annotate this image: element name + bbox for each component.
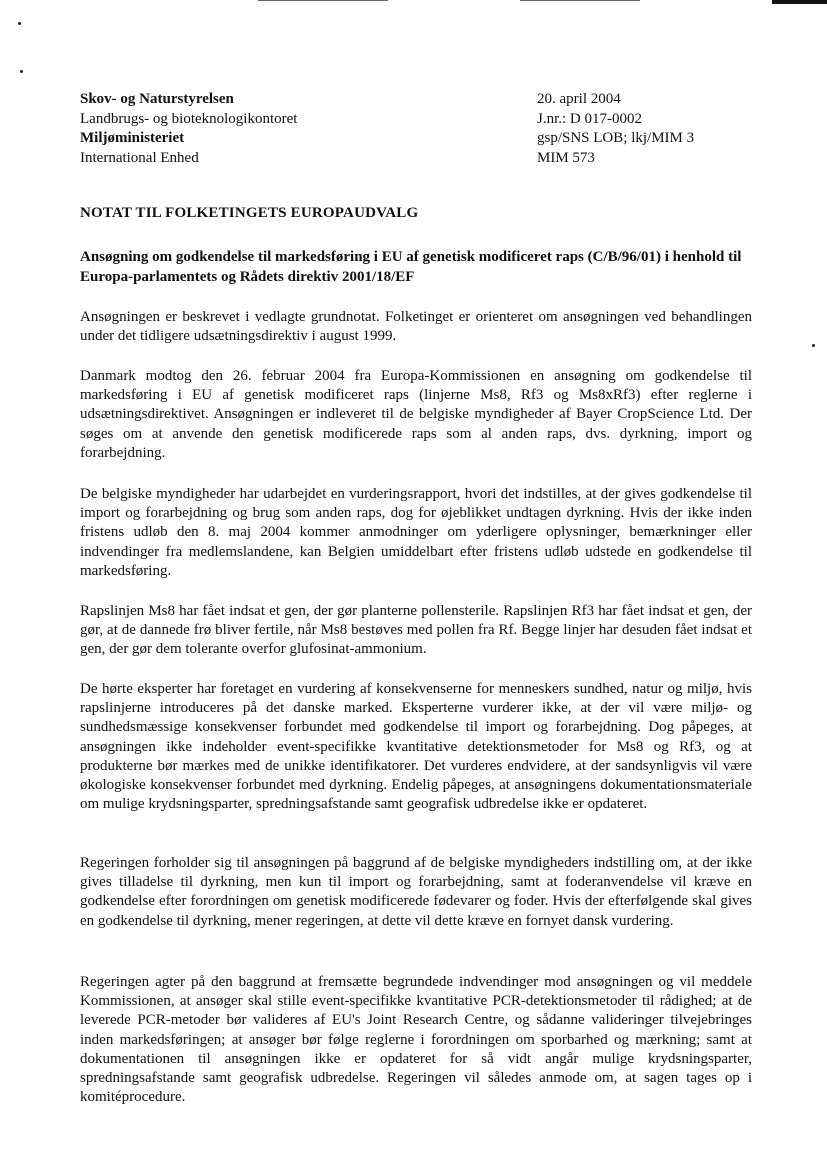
org-name: Skov- og Naturstyrelsen — [80, 91, 234, 107]
body-paragraph: Regeringen forholder sig til ansøgningen på baggrund af de belgiske myndigheders indstilling om, at der ikke gives tilladelse til dyrkning, men kun til import og forarbejdning, samt at foderanvendelse vil kræve en godkendelse efter forordningen om genetisk modificerede fødevarer og foder. Hvis der efterfølgende skal gives en godkendelse til dyrkning, mener regeringen, at dette vil dette kræve en fornyet dansk vurdering. — [80, 855, 752, 929]
scan-edge-artifact — [0, 0, 827, 6]
body-paragraph: De hørte eksperter har foretaget en vurdering af konsekvenserne for menneskers sundhed, natur og miljø, hvis rapslinjerne introduceres på det danske marked. Eksperterne vurderer ikke, at der vil være miljø- og sundhedsmæssige konsekvenser forbundet med godkendelse til import og forarbejdning. Dog påpeges, at ansøgningen ikke indeholder event-specifikke kvantitative detektionsmetoder for Ms8 og Rf3, og at produkterne bør mærkes med de unikke identifikatorer. Det vurderes endvidere, at der sandsynligvis vil være økologiske konsekvenser forbundet med dyrkning. Endelig påpeges, at ansøgningens dokumentationsmateriale om mulige krydsningsparter, spredningsafstande samt geografisk udbredelse ikke er opdateret. — [80, 681, 752, 813]
sender-block — [80, 90, 297, 168]
subject-heading: Ansøgning om godkendelse til markedsføring i EU af genetisk modificeret raps (C/B/96/01) i henhold til Europa-parlamentets og Rådets direktiv 2001/18/EF — [80, 249, 742, 285]
scan-speck — [812, 344, 815, 347]
scan-speck — [20, 70, 23, 73]
ministry-name: Miljøministeriet — [80, 130, 185, 146]
scan-speck — [18, 22, 21, 25]
journal-number: J.nr.: D 017-0002 — [537, 110, 642, 127]
document-date: 20. april 2004 — [537, 91, 621, 107]
body-paragraph: Rapslinjen Ms8 har fået indsat et gen, der gør planterne pollensterile. Rapslinjen Rf3 har fået indsat et gen, der gør, at de dannede frø bliver fertile, når Ms8 bestøves med pollen fra Rf. Begge linjer har desuden fået indsat et gen, der gør dem tolerante overfor glufosinat-ammonium. — [80, 603, 752, 658]
body-paragraph: De belgiske myndigheder har udarbejdet en vurderingsrapport, hvori det indstilles, at der gives godkendelse til import og forarbejdning og brug som anden raps, dog for øjeblikket undtagen dyrkning. Hvis der ikke inden fristens udløb den 8. maj 2004 kommer anmodninger om yderligere oplysninger, bemærkninger eller indvendinger fra medlemslandene, kan Belgien umiddelbart efter fristens udløb udstede en godkendelse til markedsføring. — [80, 486, 752, 579]
body-paragraph: Regeringen agter på den baggrund at fremsætte begrundede indvendinger mod ansøgningen og vil meddele Kommissionen, at ansøger skal stille event-specifikke kvantitative PCR-detektionsmetoder til rådighed; at de leverede PCR-metoder bør valideres af EU's Joint Research Centre, og sådanne valideringer tilvejebringes inden markedsføringen; at ansøger bør følge reglerne i forordningen om sporbarhed og mærkning; samt at dokumentationen til ansøgningen ikke er opdateret for så vidt angår mulige krydsningsparter, spredningsafstande samt geografisk udbredelse. Regeringen vil således anmode om, at sagen tages op i komitéprocedure. — [80, 974, 752, 1106]
reference-code: gsp/SNS LOB; lkj/MIM 3 — [537, 130, 695, 146]
document-title: NOTAT TIL FOLKETINGETS EUROPAUDVALG — [80, 205, 419, 221]
unit-name: International Enhed — [80, 149, 199, 166]
body-paragraph: Ansøgningen er beskrevet i vedlagte grundnotat. Folketinget er orienteret om ansøgningen ved behandlingen under det tidligere udsætningsdirektiv i august 1999. — [80, 309, 752, 345]
scan-corner-mark — [772, 0, 827, 4]
reference-block — [537, 90, 694, 168]
mim-number: MIM 573 — [537, 149, 595, 166]
body-paragraph: Danmark modtog den 26. februar 2004 fra Europa-Kommissionen en ansøgning om godkendelse til markedsføring i EU af genetisk modificeret raps (linjerne Ms8, Rf3 og Ms8xRf3) efter reglerne i udsætningsdirektivet. Ansøgningen er indleveret til de belgiske myndigheder af Bayer CropScience Ltd. Der søges om at anvende den genetisk modificerede raps som al anden raps, dvs. dyrkning, import og forarbejdning. — [80, 368, 752, 461]
office-name: Landbrugs- og bioteknologikontoret — [80, 110, 298, 127]
